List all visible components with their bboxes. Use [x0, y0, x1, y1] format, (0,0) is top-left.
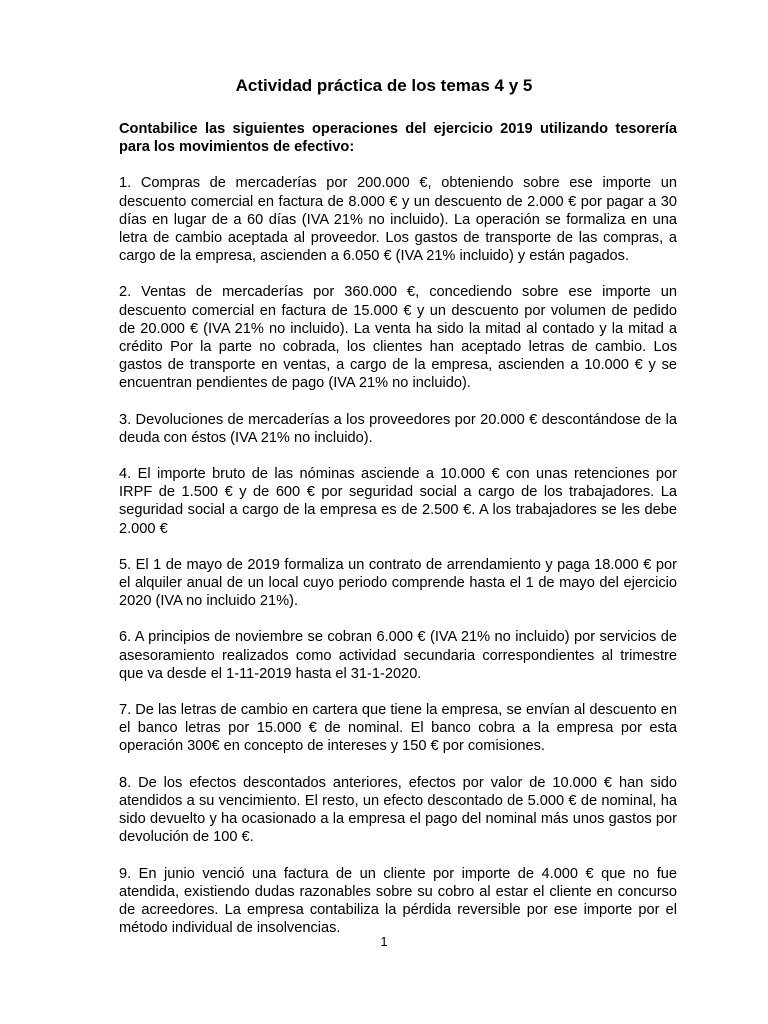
operation-item-7: 7. De las letras de cambio en cartera que tiene la empresa, se envían al descuento en el banco letras por 15.000 € de nominal. El banco cobra a la empresa por esta operación 300€ en concepto de intereses y 150 € por comisiones.: [119, 702, 677, 755]
operation-item-4: 4. El importe bruto de las nóminas asciende a 10.000 € con unas retenciones por IRPF de 1.500 € y de 600 € por seguridad social a cargo de los trabajadores. La seguridad social a cargo de la empresa es de 2.500 €. A los trabajadores se les debe 2.000 €: [119, 466, 677, 537]
document-title: Actividad práctica de los temas 4 y 5: [235, 76, 533, 95]
page-number: 1: [380, 934, 388, 949]
instruction-text: Contabilice las siguientes operaciones del ejercicio 2019 utilizando tesorería para los movimientos de efectivo:: [119, 121, 677, 156]
operation-item-8: 8. De los efectos descontados anteriores, efectos por valor de 10.000 € han sido atendidos a su vencimiento. El resto, un efecto descontado de 5.000 € de nominal, ha sido devuelto y ha ocasionado a la empresa el pago del nominal más unos gastos por devolución de 100 €.: [119, 774, 677, 846]
operation-item-3: 3. Devoluciones de mercaderías a los proveedores por 20.000 € descontándose de la deuda con éstos (IVA 21% no incluido).: [119, 411, 677, 446]
document-body: [119, 120, 677, 955]
operation-item-9: 9. En junio venció una factura de un cliente por importe de 4.000 € que no fue atendida, existiendo dudas razonables sobre su cobro al estar el cliente en concurso de acreedores. La empresa contabiliza la pérdida reversible por ese importe por el método individual de insolvencias.: [119, 865, 677, 937]
operation-item-2: 2. Ventas de mercaderías por 360.000 €, concediendo sobre ese importe un descuento comercial en factura de 15.000 € y un descuento por volumen de pedido de 20.000 € (IVA 21% no incluido). La venta ha sido la mitad al contado y la mitad a crédito Por la parte no cobrada, los clientes han aceptado letras de cambio. Los gastos de transporte en ventas, a cargo de la empresa, ascienden a 10.000 € y se encuentran pendientes de pago (IVA 21% no incluido).: [119, 284, 677, 392]
operation-item-1: 1. Compras de mercaderías por 200.000 €, obteniendo sobre ese importe un descuento comercial en factura de 8.000 € y un descuento de 2.000 € por pagar a 30 días en lugar de a 60 días (IVA 21% no incluido). La operación se formaliza en una letra de cambio aceptada al proveedor. Los gastos de transporte de las compras, a cargo de la empresa, ascienden a 6.050 € (IVA 21% incluido) y están pagados.: [119, 175, 677, 265]
operation-item-5: 5. El 1 de mayo de 2019 formaliza un contrato de arrendamiento y paga 18.000 € por el alquiler anual de un local cuyo periodo comprende hasta el 1 de mayo del ejercicio 2020 (IVA no incluido 21%).: [119, 556, 677, 610]
operation-item-6: 6. A principios de noviembre se cobran 6.000 € (IVA 21% no incluido) por servicios de asesoramiento realizados como actividad secundaria correspondientes al trimestre que va desde el 1-11-2019 hasta el 31-1-2020.: [119, 629, 677, 682]
